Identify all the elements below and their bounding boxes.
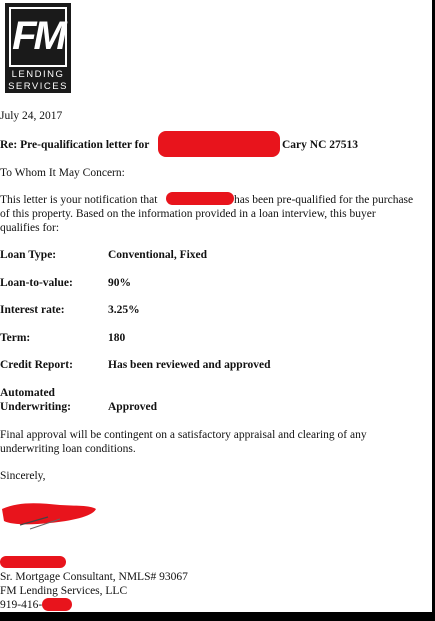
redaction-consultant-name xyxy=(0,556,66,568)
redaction-signature xyxy=(0,495,100,535)
letter-date: July 24, 2017 xyxy=(0,110,63,122)
signature-title: Sr. Mortgage Consultant, NMLS# 93067 xyxy=(0,571,188,583)
term-label-credit-report: Credit Report: xyxy=(0,359,73,371)
logo-line-lending: LENDING xyxy=(11,69,65,80)
term-label-loan-type: Loan Type: xyxy=(0,249,57,261)
underwriting-value: Approved xyxy=(108,401,157,413)
term-value-loan-type: Conventional, Fixed xyxy=(108,249,208,261)
intro-line3: qualifies for: xyxy=(0,222,60,234)
logo-mark: FM xyxy=(12,14,64,58)
intro-line2: of this property. Based on the information provided in a loan interview, this buyer xyxy=(0,208,376,220)
term-label-interest-rate: Interest rate: xyxy=(0,304,65,316)
signature-phone-prefix: 919-416- xyxy=(0,599,43,611)
term-label-ltv: Loan-to-value: xyxy=(0,277,73,289)
intro-part2: has been pre-qualified for the purchase xyxy=(234,194,414,206)
signature-company: FM Lending Services, LLC xyxy=(0,585,128,597)
re-line-prefix: Re: Pre-qualification letter for xyxy=(0,139,150,151)
fm-lending-logo xyxy=(5,3,71,93)
salutation: To Whom It May Concern: xyxy=(0,167,125,179)
term-label-term: Term: xyxy=(0,332,31,344)
intro-part1: This letter is your notification that xyxy=(0,194,158,206)
redaction-phone xyxy=(42,598,72,611)
term-value-credit-report: Has been reviewed and approved xyxy=(108,359,271,371)
underwriting-label-line2: Underwriting: xyxy=(0,401,71,413)
term-value-ltv: 90% xyxy=(108,277,131,289)
logo-line-services: SERVICES xyxy=(8,81,68,92)
closing-line1: Final approval will be contingent on a satisfactory appraisal and clearing of any xyxy=(0,429,367,441)
closing-line2: underwriting loan conditions. xyxy=(0,443,136,455)
scan-edge-bottom xyxy=(0,612,435,621)
redaction-buyer-address xyxy=(158,131,280,157)
term-value-term: 180 xyxy=(108,332,126,344)
signoff: Sincerely, xyxy=(0,470,46,482)
term-value-interest-rate: 3.25% xyxy=(108,304,140,316)
redaction-buyer-name xyxy=(166,192,234,205)
underwriting-label-line1: Automated xyxy=(0,387,55,399)
re-line-location: Cary NC 27513 xyxy=(282,139,359,151)
